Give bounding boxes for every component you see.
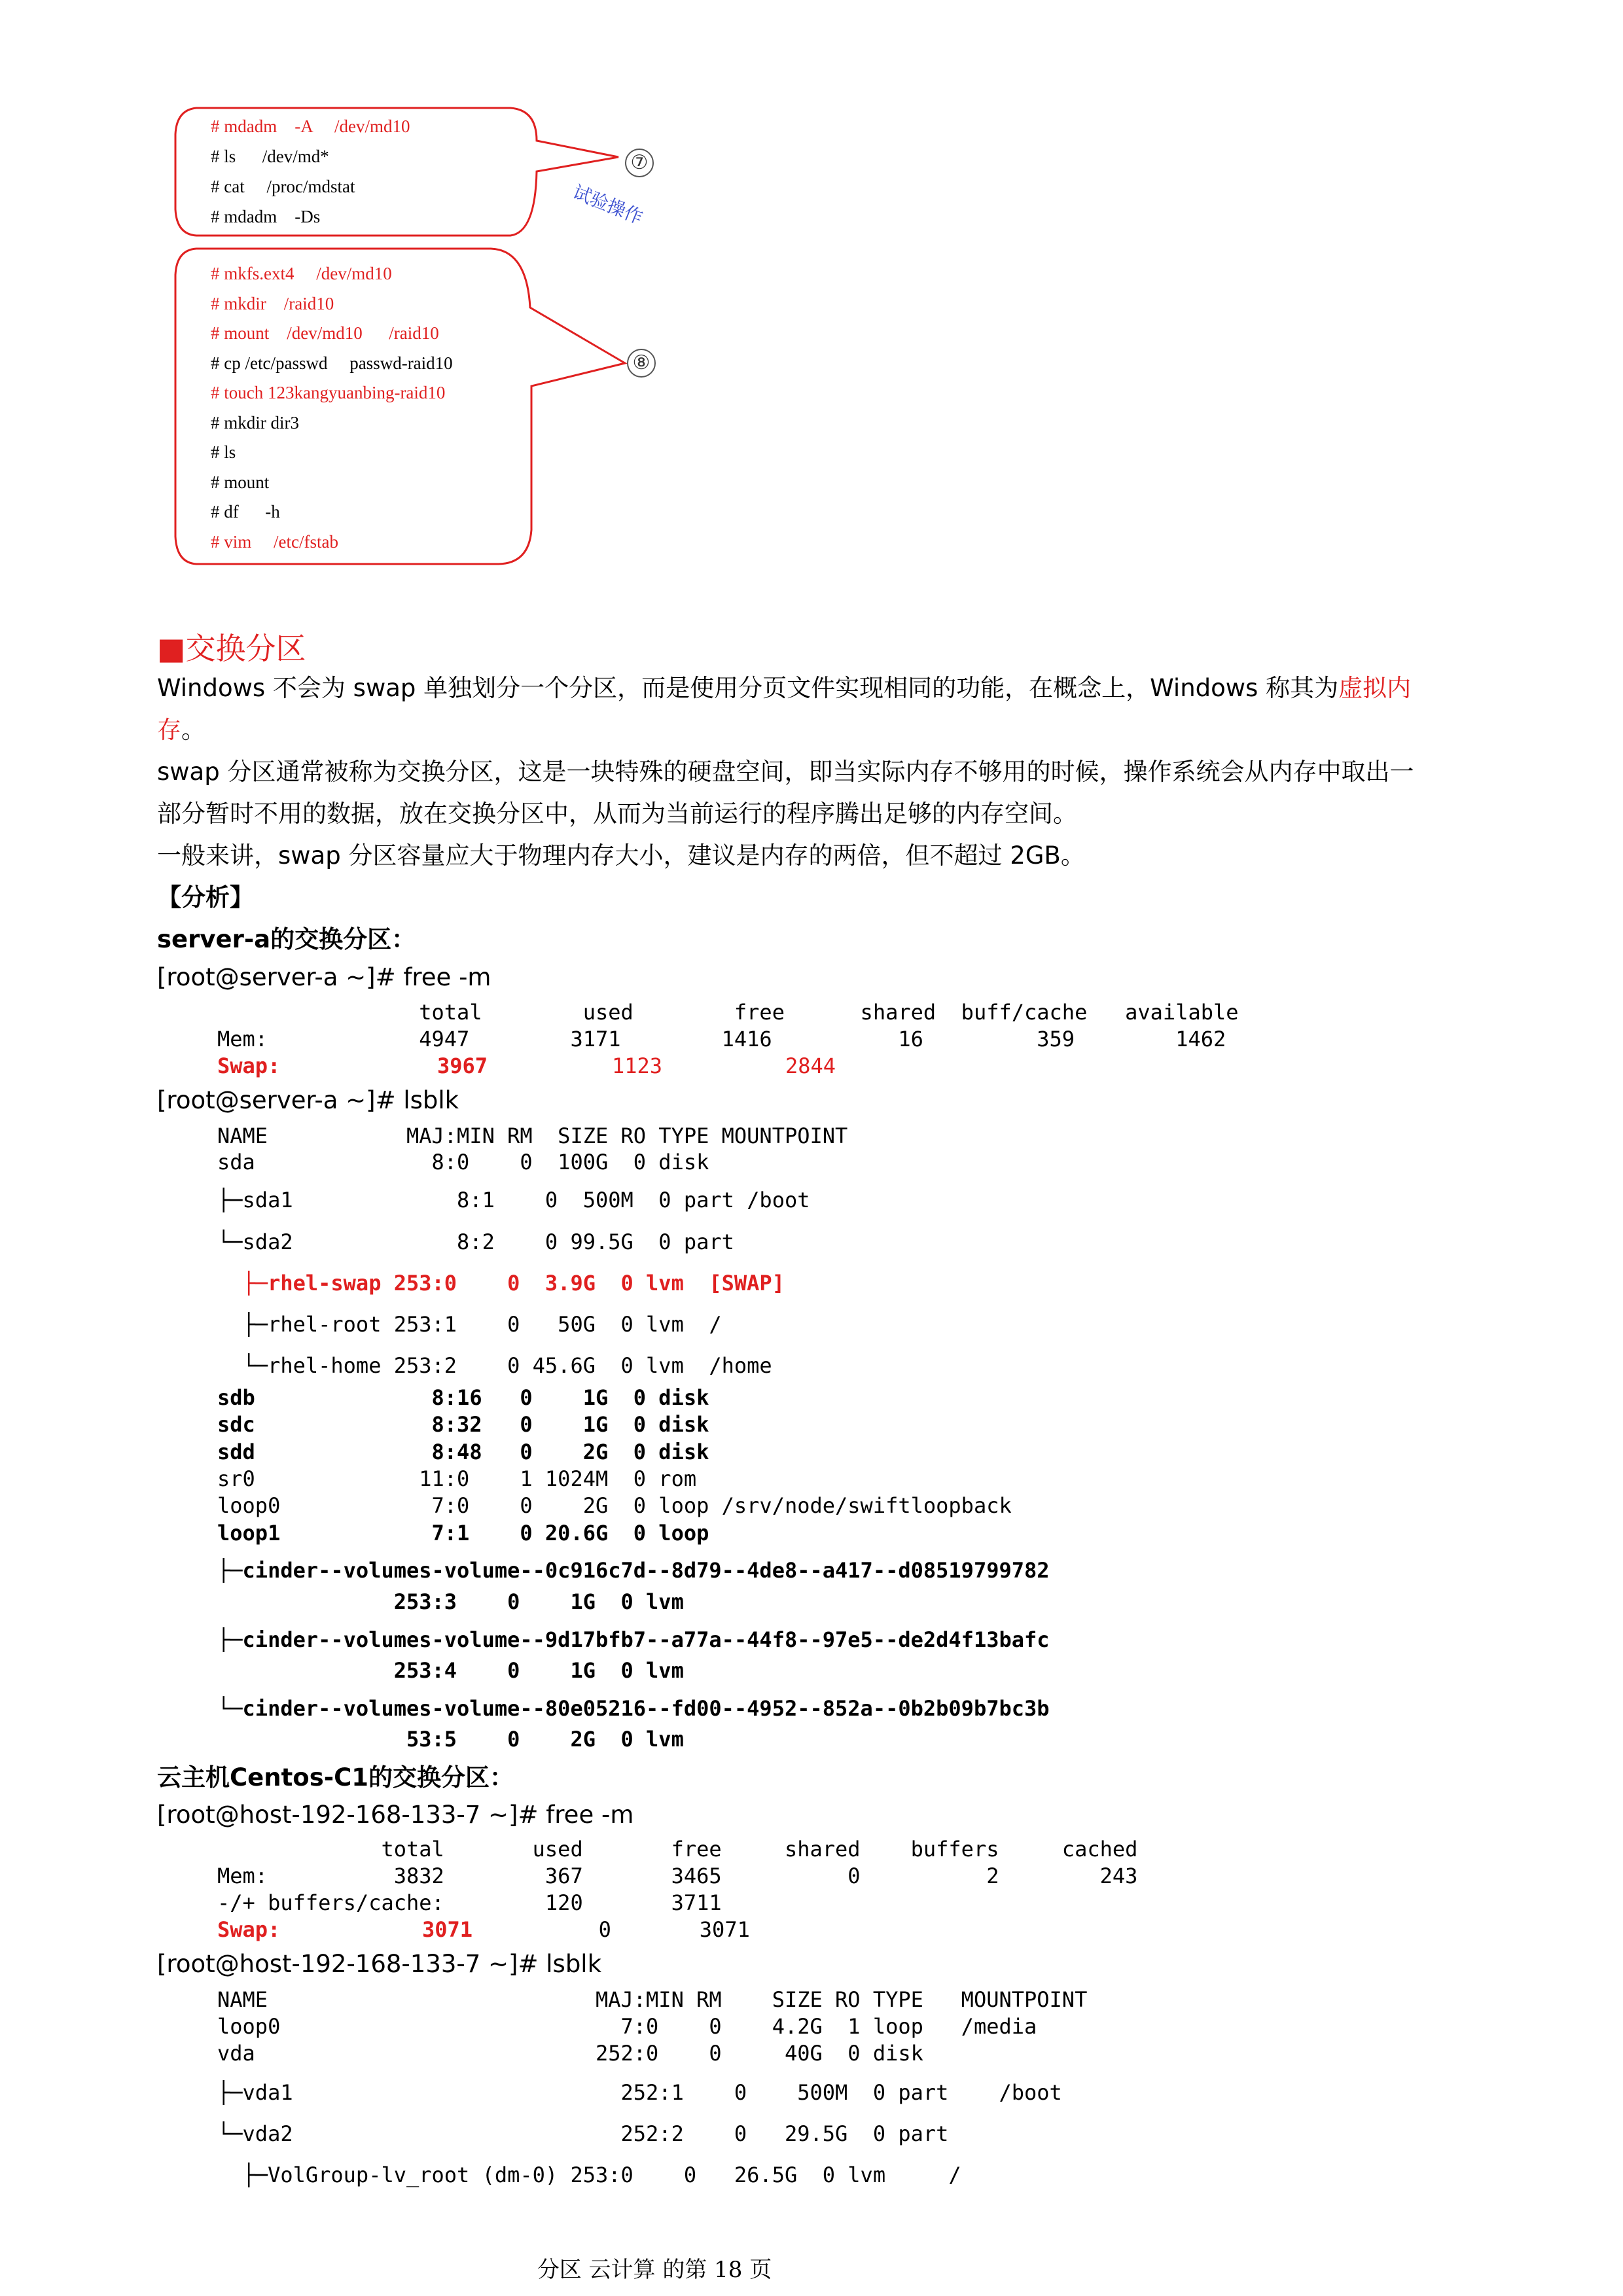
free-c-mem: Mem: 3832 367 3465 0 2 243 bbox=[217, 1863, 1138, 1888]
free-a-swap-used: 1123 bbox=[612, 1053, 663, 1078]
bubble8-line: # ls bbox=[211, 442, 236, 462]
free-c-header: total used free shared buffers cached bbox=[217, 1837, 1138, 1862]
bubble8-line: # df -h bbox=[211, 502, 280, 521]
lsblk_a-row: NAME MAJ:MIN RM SIZE RO TYPE MOUNTPOINT bbox=[217, 1123, 848, 1148]
lsblk_a-row: ├─rhel-root 253:1 0 50G 0 lvm / bbox=[217, 1312, 722, 1337]
cmd-free-centos: [root@host-192-168-133-7 ~]# free -m bbox=[157, 1801, 634, 1829]
lsblk_c-row: ├─vda1 252:1 0 500M 0 part /boot bbox=[217, 2080, 1062, 2105]
stamp-trial-operation: 试验操作 bbox=[569, 181, 646, 229]
lsblk_a-row: sr0 11:0 1 1024M 0 rom bbox=[217, 1466, 697, 1491]
lsblk_a-row: 53:5 0 2G 0 lvm bbox=[217, 1727, 684, 1752]
bubble8-line: # vim /etc/fstab bbox=[211, 531, 338, 552]
cmd-lsblk-centos: [root@host-192-168-133-7 ~]# lsblk bbox=[157, 1950, 602, 1978]
free-c-swap-label: Swap: bbox=[217, 1917, 281, 1942]
free-c-swap-rest: 0 3071 bbox=[473, 1917, 750, 1942]
free-a-swap-free: 2844 bbox=[785, 1053, 836, 1078]
bubble7-line: # cat /proc/mdstat bbox=[211, 177, 355, 196]
bubble8-line: # mount bbox=[211, 472, 270, 492]
free-c-buffers-cache: -/+ buffers/cache: 120 3711 bbox=[217, 1890, 722, 1915]
lsblk_c-row: ├─VolGroup-lv_root (dm-0) 253:0 0 26.5G 0 lvm / bbox=[217, 2163, 961, 2187]
lsblk_a-row: ├─cinder--volumes-volume--0c916c7d--8d79--4de8--a417--d08519799782 bbox=[217, 1558, 1050, 1583]
free-a-swap-total: 3967 bbox=[437, 1053, 488, 1078]
free-a-header: total used free shared buff/cache available bbox=[217, 1000, 1239, 1025]
lsblk_c-row: loop0 7:0 0 4.2G 1 loop /media bbox=[217, 2014, 1037, 2039]
bubble8-line: # cp /etc/passwd passwd-raid10 bbox=[211, 353, 453, 373]
lsblk_c-row: NAME MAJ:MIN RM SIZE RO TYPE MOUNTPOINT bbox=[217, 1987, 1088, 2012]
lsblk_a-row: ├─cinder--volumes-volume--9d17bfb7--a77a--44f8--97e5--de2d4f13bafc bbox=[217, 1627, 1050, 1652]
bubble7-line: # mdadm -Ds bbox=[211, 207, 321, 226]
analysis-heading: 【分析】 bbox=[157, 883, 254, 911]
bubble8-line: # mkdir /raid10 bbox=[211, 293, 334, 313]
lsblk_a-row: sdb 8:16 0 1G 0 disk bbox=[217, 1385, 709, 1410]
bubble8-line: # mount /dev/md10 /raid10 bbox=[211, 323, 439, 343]
lsblk_a-row: loop0 7:0 0 2G 0 loop /srv/node/swiftloopback bbox=[217, 1493, 1012, 1518]
bubble8-line: # mkdir dir3 bbox=[211, 412, 299, 433]
cmd-lsblk-server-a: [root@server-a ~]# lsblk bbox=[157, 1086, 459, 1114]
bubble8-line: # mkfs.ext4 /dev/md10 bbox=[211, 264, 392, 283]
free-a-swap-label: Swap: bbox=[217, 1053, 281, 1078]
lsblk_c-row: └─vda2 252:2 0 29.5G 0 part bbox=[217, 2121, 949, 2146]
lsblk_a-row: sda 8:0 0 100G 0 disk bbox=[217, 1150, 709, 1174]
virtual-memory-highlight: 虚拟内存 bbox=[157, 674, 1412, 744]
server-a-label: server-a的交换分区： bbox=[157, 925, 416, 953]
free-a-mem: Mem: 4947 3171 1416 16 359 1462 bbox=[217, 1027, 1226, 1051]
bubble7-line: # ls /dev/md* bbox=[211, 147, 329, 166]
centos-label: 云主机Centos-C1的交换分区： bbox=[157, 1763, 514, 1792]
speech-bubbles bbox=[0, 0, 720, 576]
lsblk_a-row: └─sda2 8:2 0 99.5G 0 part bbox=[217, 1229, 734, 1254]
marker-7: ⑦ bbox=[625, 149, 654, 177]
free-c-swap-total: 3071 bbox=[422, 1917, 473, 1942]
lsblk_a-row: sdc 8:32 0 1G 0 disk bbox=[217, 1412, 709, 1437]
lsblk_a-row: 253:3 0 1G 0 lvm bbox=[217, 1589, 684, 1614]
marker-8: ⑧ bbox=[627, 349, 656, 378]
lsblk_a-row: ├─sda1 8:1 0 500M 0 part /boot bbox=[217, 1188, 810, 1212]
bubble7-line: # mdadm -A /dev/md10 bbox=[211, 116, 410, 136]
lsblk_a-row: sdd 8:48 0 2G 0 disk bbox=[217, 1439, 709, 1464]
paragraph-windows-text: Windows 不会为 swap 单独划分一个分区，而是使用分页文件实现相同的功能，在概念上，Windows 称其为 bbox=[157, 674, 1339, 702]
page-footer: 分区 云计算 的第 18 页 bbox=[537, 2257, 772, 2283]
lsblk_a-row: └─rhel-home 253:2 0 45.6G 0 lvm /home bbox=[217, 1353, 772, 1378]
paragraph-capacity: 一般来讲，swap 分区容量应大于物理内存大小，建议是内存的两倍，但不超过 2GB。 bbox=[157, 841, 1085, 870]
paragraph-windows-end: 。 bbox=[181, 716, 205, 744]
section-title: ■交换分区 bbox=[157, 631, 306, 666]
bubble8-line: # touch 123kangyuanbing-raid10 bbox=[211, 383, 446, 402]
paragraph-swap: swap 分区通常被称为交换分区，这是一块特殊的硬盘空间，即当实际内存不够用的时候，操作系统会从内存中取出一部分暂时不用的数据，放在交换分区中，从而为当前运行的程序腾出足够的内存空间。 bbox=[157, 758, 1414, 828]
lsblk_a-row: loop1 7:1 0 20.6G 0 loop bbox=[217, 1521, 709, 1545]
cmd-free-server-a: [root@server-a ~]# free -m bbox=[157, 963, 491, 991]
paragraph-windows bbox=[157, 667, 1427, 751]
lsblk_a-row: ├─rhel-swap 253:0 0 3.9G 0 lvm [SWAP] bbox=[217, 1271, 785, 1296]
lsblk_c-row: vda 252:0 0 40G 0 disk bbox=[217, 2041, 923, 2066]
lsblk_a-row: └─cinder--volumes-volume--80e05216--fd00--4952--852a--0b2b09b7bc3b bbox=[217, 1696, 1050, 1721]
lsblk_a-row: 253:4 0 1G 0 lvm bbox=[217, 1658, 684, 1683]
